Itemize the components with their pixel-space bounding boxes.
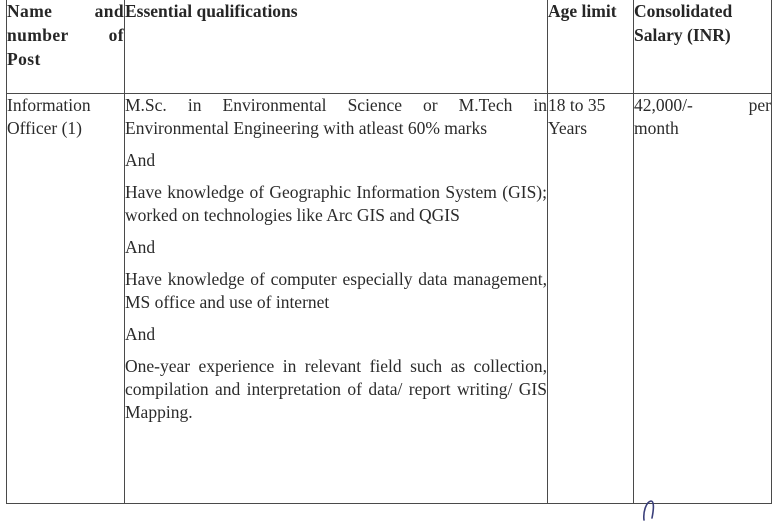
header-age-limit: Age limit [548,0,634,94]
salary-period: month [634,118,679,138]
conjunction-and: And [125,237,156,257]
header-post: Name and number of Post [7,0,125,94]
table-row [7,94,772,504]
conjunction-and: And [125,324,156,344]
salary-amount: 42,000/- [634,95,693,115]
age-limit-cell: 18 to 35 Years [548,94,634,504]
header-salary: Consolidated Salary (INR) [634,0,772,94]
qualifications-table [6,0,772,504]
handwritten-pen-mark-icon [640,498,662,522]
qualifications-cell [125,94,548,504]
post-name-cell: Information Officer (1) [7,94,125,504]
header-qualifications: Essential qualifications [125,0,548,94]
qualification-gis: Have knowledge of Geographic Information System (GIS); worked on technologies like Arc GIS and QGIS [125,182,547,225]
conjunction-and: And [125,150,156,170]
salary-cell [634,94,772,504]
qualification-degree: M.Sc. in Environmental Science or M.Tech in Environmental Engineering with atleast 60% marks [125,95,547,138]
qualification-computer: Have knowledge of computer especially data management, MS office and use of internet [125,269,547,312]
qualification-experience: One-year experience in relevant field such as collection, compilation and interpretation of data/ report writing/ GIS Mapping. [125,356,547,422]
salary-per: per [748,95,771,115]
salary-amount-line [634,94,771,117]
table-header-row [7,0,772,94]
